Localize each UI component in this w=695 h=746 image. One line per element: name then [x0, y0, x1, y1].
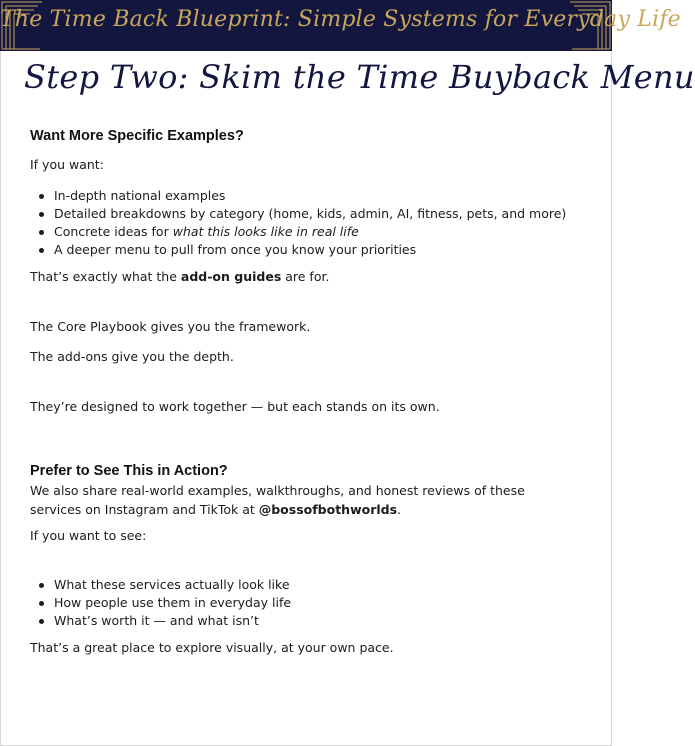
list-item: [30, 205, 566, 223]
section-heading-examples: Want More Specific Examples?: [30, 128, 244, 144]
list-item: [30, 612, 291, 630]
page-title: Step Two: Skim the Time Buyback Menu: [24, 58, 695, 96]
list-item-text: What’s worth it — and what isn’t: [54, 613, 259, 628]
banner-title: The Time Back Blueprint: Simple Systems for Everyday Life: [0, 7, 681, 32]
list-item-italic-text: what this looks like in real life: [172, 224, 359, 239]
list-item: [30, 223, 566, 241]
list-item-text: Concrete ideas for: [54, 224, 173, 239]
intro-text: If you want:: [30, 157, 104, 172]
list-item: [30, 594, 291, 612]
list-item-text: What these services actually look like: [54, 577, 290, 592]
list-item: [30, 576, 291, 594]
section-heading-action: Prefer to See This in Action?: [30, 463, 228, 479]
share-text: [30, 481, 575, 519]
share-text-pre: We also share real-world examples, walkthroughs, and honest reviews of these services on Instagram and TikTok at: [30, 483, 525, 517]
share-text-post: .: [397, 502, 402, 517]
addon-guides-text: [30, 267, 329, 286]
list-item-text: Detailed breakdowns by category (home, kids, admin, AI, fitness, pets, and more): [54, 206, 567, 221]
social-handle: @bossofbothworlds: [258, 502, 398, 517]
list-item: [30, 187, 566, 205]
core-playbook-text: The Core Playbook gives you the framework.: [30, 319, 311, 334]
closing-text: That’s a great place to explore visually, at your own pace.: [30, 640, 394, 655]
list-item: [30, 241, 566, 259]
addon-text-post: are for.: [281, 269, 330, 284]
examples-bullet-list: [30, 187, 566, 259]
addon-text-pre: That’s exactly what the: [30, 269, 181, 284]
header-banner: [0, 0, 681, 51]
see-intro-text: If you want to see:: [30, 528, 147, 543]
list-item-text: A deeper menu to pull from once you know your priorities: [54, 242, 417, 257]
art-deco-corner-right-icon: [568, 0, 612, 51]
list-item-text: How people use them in everyday life: [54, 595, 292, 610]
work-together-text: They’re designed to work together — but each stands on its own.: [30, 399, 440, 414]
addons-depth-text: The add-ons give you the depth.: [30, 349, 234, 364]
addon-guides-bold: add-on guides: [180, 269, 282, 284]
action-bullet-list: [30, 576, 291, 630]
list-item-text: In-depth national examples: [54, 188, 226, 203]
